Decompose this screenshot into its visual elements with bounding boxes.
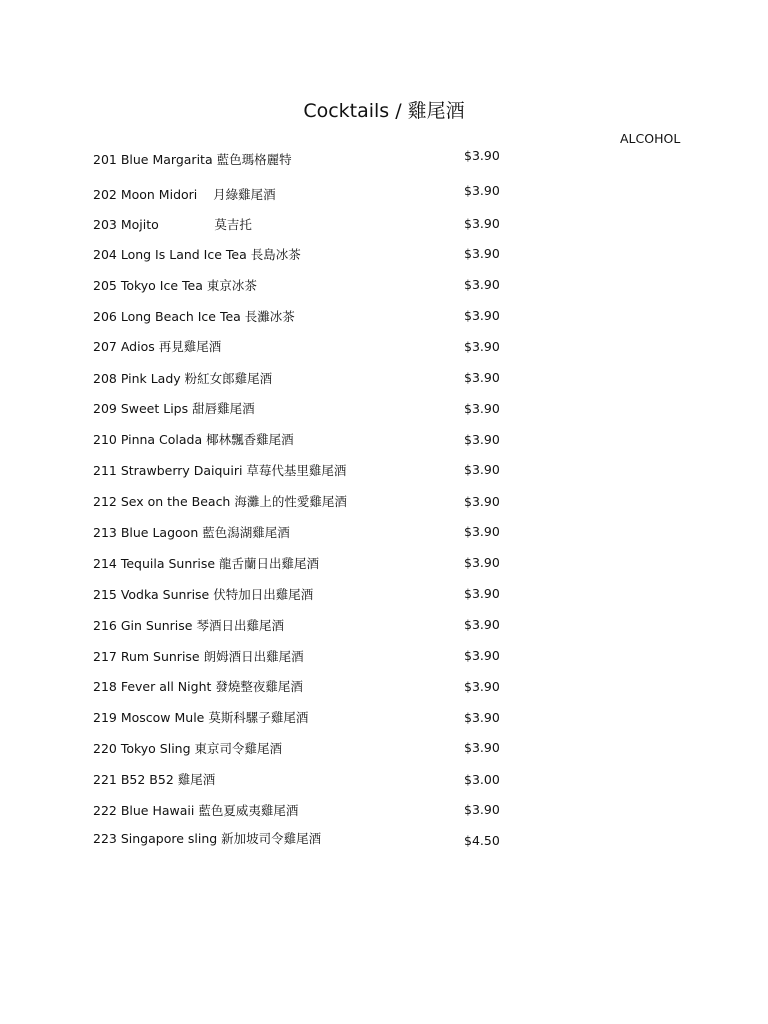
- item-price: $3.90: [464, 246, 500, 261]
- item-name: 222 Blue Hawaii 藍色夏威夷雞尾酒: [93, 803, 299, 818]
- menu-item: [0, 276, 768, 296]
- item-price: $3.90: [464, 308, 500, 323]
- item-price: $3.90: [464, 648, 500, 663]
- menu-item: [0, 801, 768, 821]
- menu-item: [0, 708, 768, 728]
- menu-item: [0, 829, 768, 849]
- item-price: $3.90: [464, 740, 500, 755]
- menu-item: [0, 770, 768, 790]
- item-price: $4.50: [464, 833, 500, 848]
- item-name: 219 Moscow Mule 莫斯科騾子雞尾酒: [93, 710, 309, 725]
- item-name: 201 Blue Margarita 藍色瑪格麗特: [93, 152, 292, 167]
- item-price: $3.90: [464, 183, 500, 198]
- item-name: 216 Gin Sunrise 琴酒日出雞尾酒: [93, 618, 284, 633]
- item-name: 205 Tokyo Ice Tea 東京冰茶: [93, 278, 257, 293]
- menu-item: [0, 399, 768, 419]
- menu-item: [0, 585, 768, 605]
- menu-item: [0, 150, 768, 170]
- item-name: 204 Long Is Land Ice Tea 長島冰茶: [93, 247, 301, 262]
- item-price: $3.90: [464, 462, 500, 477]
- item-name: 221 B52 B52 雞尾酒: [93, 772, 216, 787]
- alcohol-column-label: ALCOHOL: [620, 131, 681, 146]
- page-title: Cocktails / 雞尾酒: [303, 100, 465, 122]
- item-name: 212 Sex on the Beach 海灘上的性愛雞尾酒: [93, 494, 347, 509]
- menu-item: [0, 647, 768, 667]
- menu-item: [0, 739, 768, 759]
- item-price: $3.90: [464, 617, 500, 632]
- item-name: 206 Long Beach Ice Tea 長灘冰茶: [93, 309, 295, 324]
- item-name: 210 Pinna Colada 椰林飄香雞尾酒: [93, 432, 294, 447]
- item-price: $3.90: [464, 339, 500, 354]
- menu-item: [0, 616, 768, 636]
- menu-item: [0, 554, 768, 574]
- menu-item: [0, 677, 768, 697]
- item-price: $3.90: [464, 148, 500, 163]
- item-name: 215 Vodka Sunrise 伏特加日出雞尾酒: [93, 587, 314, 602]
- menu-item: [0, 245, 768, 265]
- menu-item: [0, 492, 768, 512]
- menu-item: [0, 369, 768, 389]
- item-name: 223 Singapore sling 新加坡司令雞尾酒: [93, 831, 322, 846]
- menu-item: [0, 337, 768, 357]
- item-name: 209 Sweet Lips 甜唇雞尾酒: [93, 401, 255, 416]
- item-price: $3.90: [464, 679, 500, 694]
- menu-item: [0, 523, 768, 543]
- item-price: $3.90: [464, 802, 500, 817]
- item-name: 220 Tokyo Sling 東京司令雞尾酒: [93, 741, 283, 756]
- item-price: $3.90: [464, 710, 500, 725]
- menu-item: [0, 307, 768, 327]
- item-price: $3.90: [464, 494, 500, 509]
- item-name: 214 Tequila Sunrise 龍舌蘭日出雞尾酒: [93, 556, 320, 571]
- item-name: 218 Fever all Night 發燒整夜雞尾酒: [93, 679, 303, 694]
- menu-item: [0, 461, 768, 481]
- item-name: 211 Strawberry Daiquiri 草莓代基里雞尾酒: [93, 463, 347, 478]
- item-price: $3.90: [464, 432, 500, 447]
- item-price: $3.90: [464, 370, 500, 385]
- item-price: $3.90: [464, 586, 500, 601]
- item-price: $3.90: [464, 524, 500, 539]
- item-name: 213 Blue Lagoon 藍色潟湖雞尾酒: [93, 525, 290, 540]
- item-name: 207 Adios 再見雞尾酒: [93, 339, 222, 354]
- item-price: $3.90: [464, 401, 500, 416]
- menu-item: [0, 185, 768, 205]
- item-price: $3.90: [464, 277, 500, 292]
- item-price: $3.90: [464, 555, 500, 570]
- item-name: 203 Mojito 莫吉托: [93, 217, 252, 232]
- menu-item: [0, 215, 768, 235]
- item-name: 208 Pink Lady 粉紅女郎雞尾酒: [93, 371, 273, 386]
- item-name: 202 Moon Midori 月綠雞尾酒: [93, 187, 276, 202]
- item-price: $3.00: [464, 772, 500, 787]
- item-price: $3.90: [464, 216, 500, 231]
- item-name: 217 Rum Sunrise 朗姆酒日出雞尾酒: [93, 649, 304, 664]
- menu-item: [0, 430, 768, 450]
